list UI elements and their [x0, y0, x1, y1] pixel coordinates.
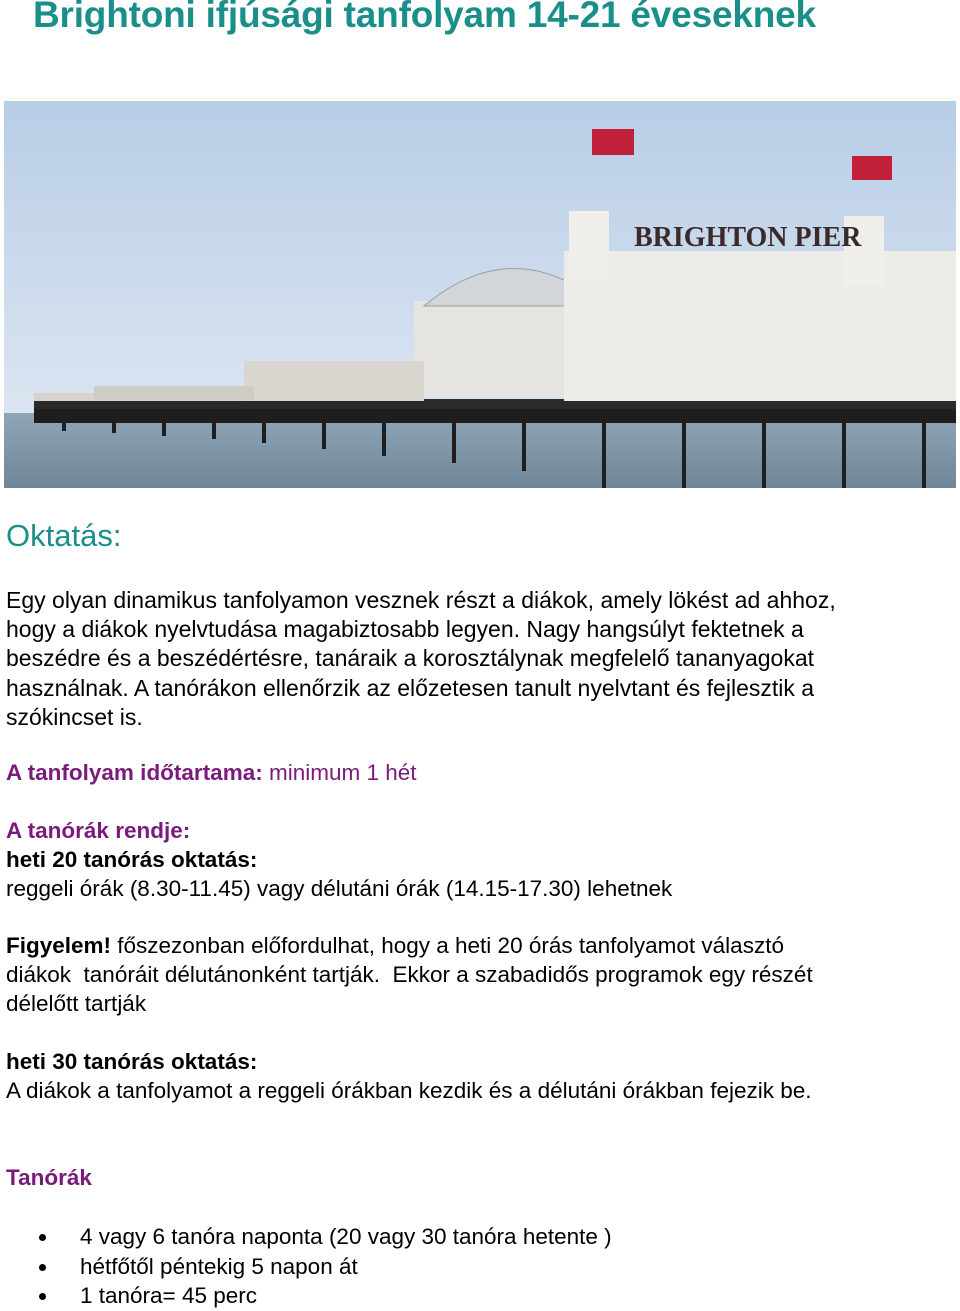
pier-sign-text: BRIGHTON PIER: [634, 222, 862, 253]
list-item: hétfőtől péntekig 5 napon át: [0, 1252, 612, 1282]
brighton-pier-photo: [4, 101, 956, 488]
warning-text: diákok tanóráit délutánonként tartják. Ekkor a szabadidős programok egy részét: [6, 962, 813, 987]
paragraph-line: Egy olyan dinamikus tanfolyamon vesznek részt a diákok, amely lökést ad ahhoz,: [6, 587, 836, 613]
paragraph-line: használnak. A tanórákon ellenőrzik az előzetesen tanult nyelvtant és fejlesztik a: [6, 674, 815, 701]
schedule-heading: A tanórák rendje:: [6, 818, 191, 843]
twenty-hour-text: reggeli órák (8.30-11.45) vagy délutáni órák (14.15-17.30) lehetnek: [6, 876, 673, 901]
thirty-hour-text: A diákok a tanfolyamot a reggeli órákban kezdik és a délutáni órákban fejezik be.: [6, 1078, 812, 1103]
thirty-hour-label: heti 30 tanórás oktatás:: [6, 1049, 258, 1074]
list-item: 1 tanóra= 45 perc: [0, 1281, 612, 1311]
paragraph-line: hogy a diákok nyelvtudása magabiztosabb legyen. Nagy hangsúlyt fektetnek a: [6, 616, 804, 643]
oktatas-paragraph: [6, 586, 926, 732]
tanorak-list: [0, 1222, 612, 1311]
duration-line: [6, 760, 417, 786]
warning-line: [6, 933, 784, 959]
paragraph-line: beszédre és a beszédértésre, tanáraik a korosztálynak megfelelő tananyagokat: [6, 645, 815, 672]
twenty-hour-label: heti 20 tanórás oktatás:: [6, 847, 258, 872]
duration-value: minimum 1 hét: [262, 760, 417, 785]
warning-text: délelőtt tartják: [6, 991, 147, 1016]
list-item: 4 vagy 6 tanóra naponta (20 vagy 30 tanóra hetente ): [0, 1222, 612, 1252]
warning-label: Figyelem!: [6, 933, 112, 958]
tanorak-heading: Tanórák: [6, 1165, 92, 1190]
warning-text: főszezonban előfordulhat, hogy a heti 20 órás tanfolyamot választó: [111, 933, 784, 958]
page-title: Brightoni ifjúsági tanfolyam 14-21 éveseknek: [33, 0, 816, 35]
paragraph-line: szókincset is.: [6, 703, 143, 730]
section-heading-oktatas: Oktatás:: [6, 518, 122, 553]
duration-label: A tanfolyam időtartama:: [6, 760, 263, 785]
